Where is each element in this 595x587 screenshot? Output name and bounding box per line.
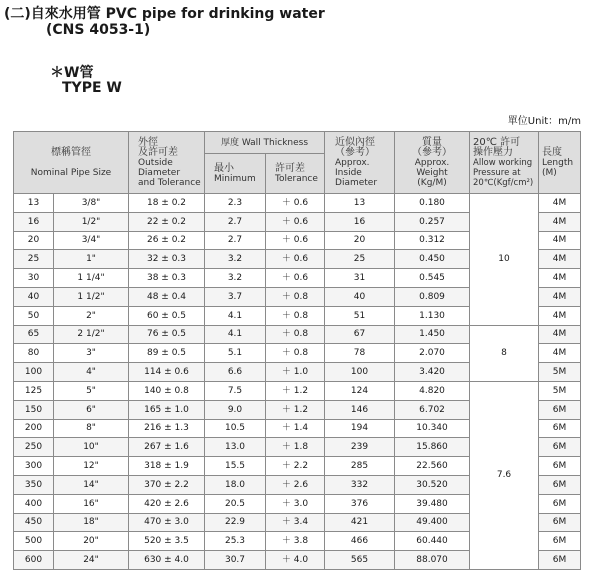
thickness-tolerance-cell: ＋ 0.8 <box>266 344 325 363</box>
header-tol-zh: 許可差 <box>275 162 305 174</box>
size-inch-cell: 24" <box>54 551 129 570</box>
inside-diameter-cell: 67 <box>325 325 395 344</box>
header-weight <box>395 132 470 194</box>
length-cell: 6M <box>539 400 581 419</box>
length-cell: 4M <box>539 250 581 269</box>
weight-cell: 49.400 <box>395 513 470 532</box>
header-inside-en: Approx. Inside Diameter <box>335 157 378 188</box>
outside-diameter-cell: 470 ± 3.0 <box>129 513 205 532</box>
inside-diameter-cell: 100 <box>325 363 395 382</box>
length-cell: 5M <box>539 381 581 400</box>
size-mm-cell: 250 <box>14 438 54 457</box>
inside-diameter-cell: 239 <box>325 438 395 457</box>
table-row <box>14 194 581 213</box>
pressure-cell: 7.6 <box>470 381 539 569</box>
weight-cell: 10.340 <box>395 419 470 438</box>
weight-cell: 88.070 <box>395 551 470 570</box>
outside-diameter-cell: 89 ± 0.5 <box>129 344 205 363</box>
length-cell: 6M <box>539 475 581 494</box>
min-thickness-cell: 25.3 <box>205 532 266 551</box>
header-length-en: Length (M) <box>542 157 574 178</box>
size-mm-cell: 400 <box>14 494 54 513</box>
thickness-tolerance-cell: ＋ 0.8 <box>266 306 325 325</box>
weight-cell: 15.860 <box>395 438 470 457</box>
table-row <box>14 381 581 400</box>
size-mm-cell: 300 <box>14 457 54 476</box>
header-min-en: Minimum <box>214 173 256 184</box>
outside-diameter-cell: 140 ± 0.8 <box>129 381 205 400</box>
length-cell: 4M <box>539 306 581 325</box>
length-cell: 4M <box>539 194 581 213</box>
page-title: (二)自來水用管 PVC pipe for drinking water <box>4 6 325 22</box>
outside-diameter-cell: 60 ± 0.5 <box>129 306 205 325</box>
outside-diameter-cell: 32 ± 0.3 <box>129 250 205 269</box>
size-inch-cell: 12" <box>54 457 129 476</box>
inside-diameter-cell: 421 <box>325 513 395 532</box>
length-cell: 4M <box>539 325 581 344</box>
header-weight-en: Approx. Weight (Kg/M) <box>414 157 450 188</box>
outside-diameter-cell: 18 ± 0.2 <box>129 194 205 213</box>
weight-cell: 0.312 <box>395 231 470 250</box>
pressure-cell: 8 <box>470 325 539 381</box>
thickness-tolerance-cell: ＋ 0.6 <box>266 269 325 288</box>
outside-diameter-cell: 48 ± 0.4 <box>129 287 205 306</box>
size-mm-cell: 16 <box>14 212 54 231</box>
length-cell: 5M <box>539 363 581 382</box>
length-cell: 6M <box>539 532 581 551</box>
header-nominal-en: Nominal Pipe Size <box>30 167 112 178</box>
outside-diameter-cell: 216 ± 1.3 <box>129 419 205 438</box>
outside-diameter-cell: 370 ± 2.2 <box>129 475 205 494</box>
inside-diameter-cell: 13 <box>325 194 395 213</box>
min-thickness-cell: 10.5 <box>205 419 266 438</box>
size-mm-cell: 30 <box>14 269 54 288</box>
thickness-tolerance-cell: ＋ 1.4 <box>266 419 325 438</box>
size-inch-cell: 2 1/2" <box>54 325 129 344</box>
size-mm-cell: 200 <box>14 419 54 438</box>
thickness-tolerance-cell: ＋ 1.2 <box>266 381 325 400</box>
thickness-tolerance-cell: ＋ 4.0 <box>266 551 325 570</box>
size-inch-cell: 10" <box>54 438 129 457</box>
weight-cell: 1.450 <box>395 325 470 344</box>
size-inch-cell: 4" <box>54 363 129 382</box>
weight-cell: 0.809 <box>395 287 470 306</box>
outside-diameter-cell: 76 ± 0.5 <box>129 325 205 344</box>
outside-diameter-cell: 267 ± 1.6 <box>129 438 205 457</box>
size-inch-cell: 18" <box>54 513 129 532</box>
size-inch-cell: 3/4" <box>54 231 129 250</box>
length-cell: 6M <box>539 457 581 476</box>
length-cell: 6M <box>539 513 581 532</box>
size-inch-cell: 1" <box>54 250 129 269</box>
size-inch-cell: 16" <box>54 494 129 513</box>
size-mm-cell: 80 <box>14 344 54 363</box>
inside-diameter-cell: 78 <box>325 344 395 363</box>
size-inch-cell: 14" <box>54 475 129 494</box>
min-thickness-cell: 4.1 <box>205 306 266 325</box>
size-mm-cell: 500 <box>14 532 54 551</box>
size-mm-cell: 150 <box>14 400 54 419</box>
min-thickness-cell: 2.3 <box>205 194 266 213</box>
pressure-cell: 10 <box>470 194 539 326</box>
thickness-tolerance-cell: ＋ 2.2 <box>266 457 325 476</box>
size-inch-cell: 6" <box>54 400 129 419</box>
thickness-tolerance-cell: ＋ 0.8 <box>266 287 325 306</box>
inside-diameter-cell: 16 <box>325 212 395 231</box>
min-thickness-cell: 5.1 <box>205 344 266 363</box>
header-pressure-en: Allow working Pressure at 20℃(Kgf/cm²) <box>473 157 534 188</box>
min-thickness-cell: 30.7 <box>205 551 266 570</box>
table-row <box>14 325 581 344</box>
header-length-zh: 長度 <box>542 146 563 158</box>
type-label-en: TYPE W <box>62 80 122 96</box>
header-od-zh: 外徑 及許可差 <box>138 136 178 158</box>
length-cell: 6M <box>539 551 581 570</box>
header-pressure <box>470 132 539 194</box>
min-thickness-cell: 22.9 <box>205 513 266 532</box>
inside-diameter-cell: 124 <box>325 381 395 400</box>
outside-diameter-cell: 520 ± 3.5 <box>129 532 205 551</box>
size-mm-cell: 40 <box>14 287 54 306</box>
min-thickness-cell: 2.7 <box>205 231 266 250</box>
thickness-tolerance-cell: ＋ 3.8 <box>266 532 325 551</box>
header-pressure-zh: 20℃ 許可 操作壓力 <box>473 136 521 158</box>
size-inch-cell: 5" <box>54 381 129 400</box>
length-cell: 6M <box>539 494 581 513</box>
size-mm-cell: 20 <box>14 231 54 250</box>
size-mm-cell: 350 <box>14 475 54 494</box>
inside-diameter-cell: 146 <box>325 400 395 419</box>
size-mm-cell: 450 <box>14 513 54 532</box>
thickness-tolerance-cell: ＋ 0.6 <box>266 194 325 213</box>
min-thickness-cell: 13.0 <box>205 438 266 457</box>
weight-cell: 4.820 <box>395 381 470 400</box>
min-thickness-cell: 2.7 <box>205 212 266 231</box>
length-cell: 4M <box>539 212 581 231</box>
weight-cell: 2.070 <box>395 344 470 363</box>
inside-diameter-cell: 332 <box>325 475 395 494</box>
inside-diameter-cell: 565 <box>325 551 395 570</box>
min-thickness-cell: 20.5 <box>205 494 266 513</box>
weight-cell: 0.450 <box>395 250 470 269</box>
thickness-tolerance-cell: ＋ 0.6 <box>266 212 325 231</box>
min-thickness-cell: 9.0 <box>205 400 266 419</box>
thickness-tolerance-cell: ＋ 1.2 <box>266 400 325 419</box>
thickness-tolerance-cell: ＋ 1.8 <box>266 438 325 457</box>
size-mm-cell: 125 <box>14 381 54 400</box>
weight-cell: 0.180 <box>395 194 470 213</box>
outside-diameter-cell: 114 ± 0.6 <box>129 363 205 382</box>
length-cell: 4M <box>539 269 581 288</box>
size-inch-cell: 3/8" <box>54 194 129 213</box>
size-mm-cell: 50 <box>14 306 54 325</box>
length-cell: 4M <box>539 231 581 250</box>
inside-diameter-cell: 51 <box>325 306 395 325</box>
pipe-spec-table <box>13 131 581 570</box>
inside-diameter-cell: 285 <box>325 457 395 476</box>
header-min-thickness <box>205 154 266 194</box>
weight-cell: 1.130 <box>395 306 470 325</box>
inside-diameter-cell: 194 <box>325 419 395 438</box>
min-thickness-cell: 3.7 <box>205 287 266 306</box>
outside-diameter-cell: 165 ± 1.0 <box>129 400 205 419</box>
thickness-tolerance-cell: ＋ 2.6 <box>266 475 325 494</box>
length-cell: 4M <box>539 344 581 363</box>
outside-diameter-cell: 38 ± 0.3 <box>129 269 205 288</box>
table-body <box>14 194 581 570</box>
inside-diameter-cell: 466 <box>325 532 395 551</box>
size-inch-cell: 2" <box>54 306 129 325</box>
header-nominal-size <box>14 132 129 194</box>
size-inch-cell: 1/2" <box>54 212 129 231</box>
weight-cell: 39.480 <box>395 494 470 513</box>
thickness-tolerance-cell: ＋ 3.0 <box>266 494 325 513</box>
min-thickness-cell: 3.2 <box>205 250 266 269</box>
header-length <box>539 132 581 194</box>
header-tol-en: Tolerance <box>275 173 318 184</box>
size-mm-cell: 25 <box>14 250 54 269</box>
min-thickness-cell: 4.1 <box>205 325 266 344</box>
min-thickness-cell: 6.6 <box>205 363 266 382</box>
length-cell: 6M <box>539 438 581 457</box>
size-inch-cell: 20" <box>54 532 129 551</box>
inside-diameter-cell: 25 <box>325 250 395 269</box>
weight-cell: 22.560 <box>395 457 470 476</box>
inside-diameter-cell: 31 <box>325 269 395 288</box>
outside-diameter-cell: 26 ± 0.2 <box>129 231 205 250</box>
inside-diameter-cell: 20 <box>325 231 395 250</box>
min-thickness-cell: 3.2 <box>205 269 266 288</box>
size-inch-cell: 8" <box>54 419 129 438</box>
weight-cell: 60.440 <box>395 532 470 551</box>
thickness-tolerance-cell: ＋ 0.6 <box>266 250 325 269</box>
size-inch-cell: 3" <box>54 344 129 363</box>
inside-diameter-cell: 40 <box>325 287 395 306</box>
inside-diameter-cell: 376 <box>325 494 395 513</box>
header-outside-diameter <box>129 132 205 194</box>
thickness-tolerance-cell: ＋ 0.8 <box>266 325 325 344</box>
header-thickness-tolerance <box>266 154 325 194</box>
min-thickness-cell: 15.5 <box>205 457 266 476</box>
unit-label: 單位Unit：m/m <box>507 116 581 127</box>
header-nominal-zh: 標稱管徑 <box>51 146 91 158</box>
thickness-tolerance-cell: ＋ 3.4 <box>266 513 325 532</box>
outside-diameter-cell: 420 ± 2.6 <box>129 494 205 513</box>
min-thickness-cell: 18.0 <box>205 475 266 494</box>
header-weight-zh: 質量 （參考） <box>412 136 453 158</box>
header-min-zh: 最小 <box>214 162 234 174</box>
type-label-zh: ＊W管 <box>50 65 94 81</box>
thickness-tolerance-cell: ＋ 1.0 <box>266 363 325 382</box>
header-inside-diameter <box>325 132 395 194</box>
header-inside-zh: 近似內徑 （參考） <box>335 136 376 158</box>
weight-cell: 0.257 <box>395 212 470 231</box>
header-od-en: Outside Diameter and Tolerance <box>138 157 201 188</box>
weight-cell: 0.545 <box>395 269 470 288</box>
outside-diameter-cell: 22 ± 0.2 <box>129 212 205 231</box>
weight-cell: 6.702 <box>395 400 470 419</box>
thickness-tolerance-cell: ＋ 0.6 <box>266 231 325 250</box>
size-mm-cell: 13 <box>14 194 54 213</box>
size-mm-cell: 100 <box>14 363 54 382</box>
length-cell: 4M <box>539 287 581 306</box>
standard-code: (CNS 4053-1) <box>46 22 151 38</box>
size-inch-cell: 1 1/2" <box>54 287 129 306</box>
header-wall-thickness: 厚度 Wall Thickness <box>205 132 325 154</box>
outside-diameter-cell: 318 ± 1.9 <box>129 457 205 476</box>
weight-cell: 30.520 <box>395 475 470 494</box>
size-mm-cell: 600 <box>14 551 54 570</box>
length-cell: 6M <box>539 419 581 438</box>
size-inch-cell: 1 1/4" <box>54 269 129 288</box>
min-thickness-cell: 7.5 <box>205 381 266 400</box>
weight-cell: 3.420 <box>395 363 470 382</box>
outside-diameter-cell: 630 ± 4.0 <box>129 551 205 570</box>
size-mm-cell: 65 <box>14 325 54 344</box>
